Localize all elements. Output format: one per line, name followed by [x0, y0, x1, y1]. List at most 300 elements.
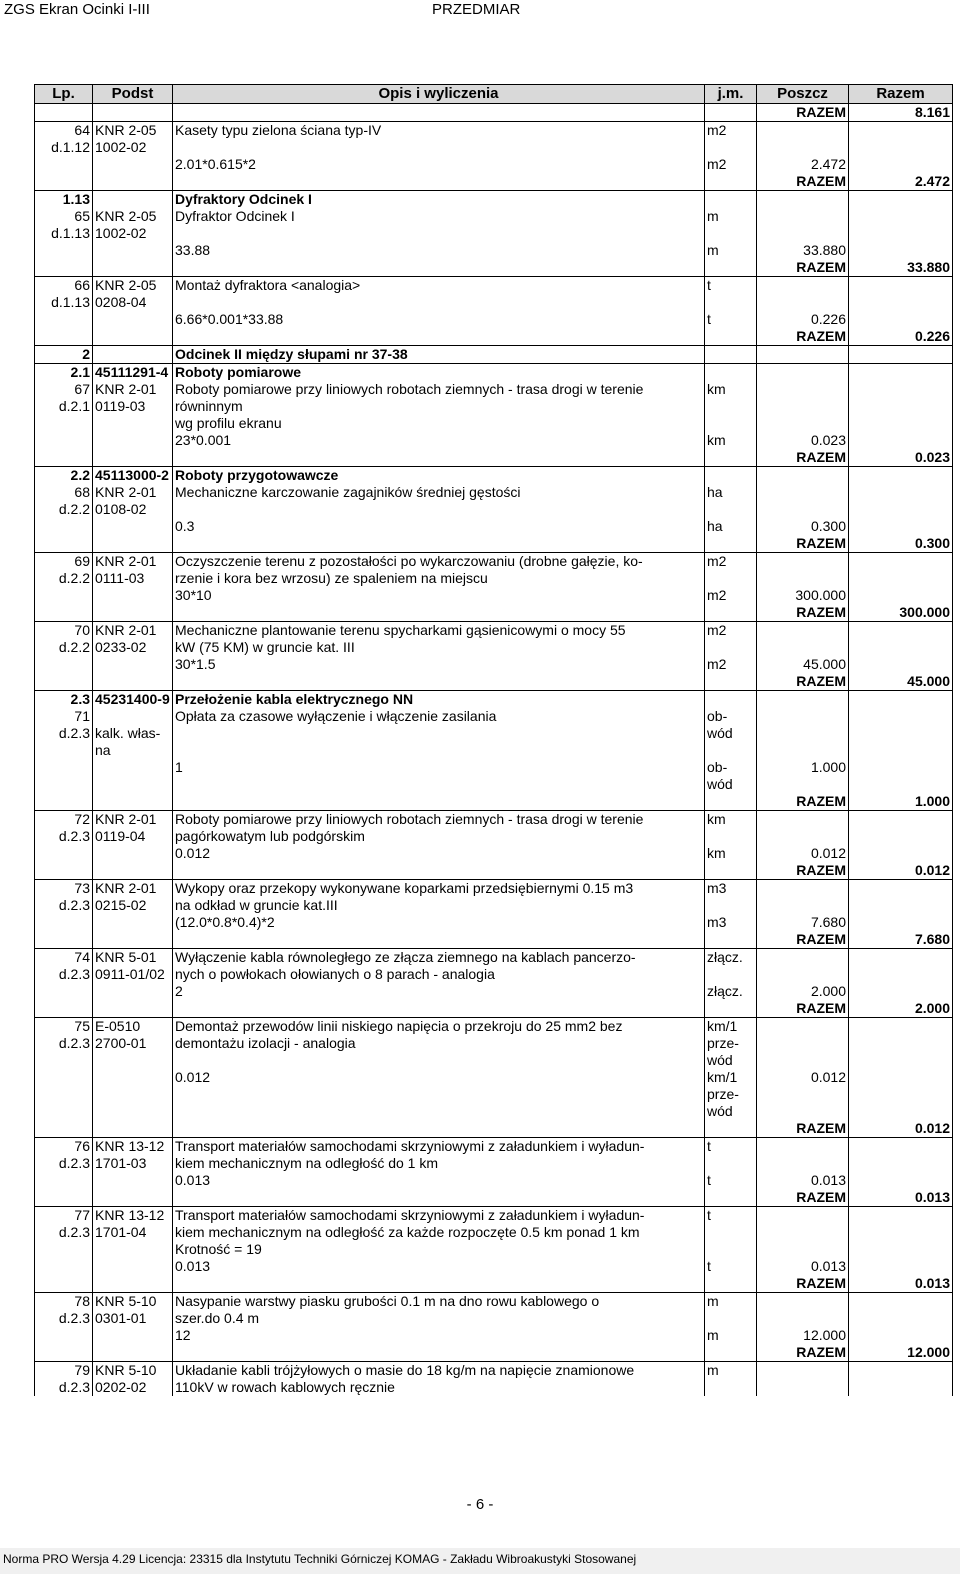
cell-jm: złącz. — [705, 949, 757, 967]
table-row — [35, 639, 953, 656]
cell-rz: 33.880 — [849, 259, 953, 277]
table-header-row — [35, 85, 953, 104]
cell-rz: 45.000 — [849, 673, 953, 691]
cell-po: 0202-02 — [93, 1379, 173, 1396]
cell-jm — [705, 1224, 757, 1241]
cell-lp — [35, 1241, 93, 1258]
table-row — [35, 570, 953, 587]
table-row — [35, 1138, 953, 1156]
cell-op — [173, 1052, 705, 1069]
cell-jm — [705, 294, 757, 311]
cell-lp: 2 — [35, 346, 93, 364]
cell-lp — [35, 587, 93, 604]
table-row — [35, 294, 953, 311]
cell-ps — [757, 708, 849, 725]
cell-jm: m — [705, 1327, 757, 1344]
cell-op: kW (75 KM) w gruncie kat. III — [173, 639, 705, 656]
cell-po — [93, 104, 173, 122]
total-row — [35, 673, 953, 691]
cell-jm: m2 — [705, 122, 757, 140]
cell-lp: 2.3 — [35, 691, 93, 709]
cell-jm — [705, 364, 757, 382]
cell-jm: km/1 — [705, 1069, 757, 1086]
cell-rz — [849, 1052, 953, 1069]
cell-ps: RAZEM — [757, 1275, 849, 1293]
cell-po: KNR 2-01 — [93, 381, 173, 398]
cell-lp — [35, 415, 93, 432]
cell-lp — [35, 931, 93, 949]
cell-lp: d.1.12 — [35, 139, 93, 156]
cell-rz: 2.000 — [849, 1000, 953, 1018]
table-row — [35, 1258, 953, 1275]
cell-ps — [757, 467, 849, 485]
cell-po — [93, 914, 173, 931]
cell-lp: d.2.2 — [35, 639, 93, 656]
cell-lp: d.2.3 — [35, 897, 93, 914]
table-row — [35, 759, 953, 776]
cell-ps — [757, 277, 849, 295]
cell-ps: RAZEM — [757, 449, 849, 467]
table-row — [35, 242, 953, 259]
cell-rz — [849, 398, 953, 415]
table-row — [35, 1103, 953, 1120]
cell-op: 110kV w rowach kablowych ręcznie — [173, 1379, 705, 1396]
cell-ps — [757, 1224, 849, 1241]
cell-lp — [35, 1327, 93, 1344]
cell-jm — [705, 328, 757, 346]
cell-jm — [705, 1120, 757, 1138]
cell-lp: d.2.3 — [35, 1224, 93, 1241]
cell-lp — [35, 1275, 93, 1293]
cell-lp — [35, 449, 93, 467]
cell-po: 0119-03 — [93, 398, 173, 415]
cell-ps: RAZEM — [757, 673, 849, 691]
cell-po — [93, 1275, 173, 1293]
cell-lp — [35, 535, 93, 553]
cell-po — [93, 1069, 173, 1086]
cell-op — [173, 673, 705, 691]
cell-jm: m — [705, 242, 757, 259]
cell-ps: 7.680 — [757, 914, 849, 931]
cell-rz — [849, 381, 953, 398]
cell-jm: t — [705, 1207, 757, 1225]
cell-jm: km — [705, 845, 757, 862]
cell-op — [173, 1103, 705, 1120]
cell-po — [93, 1327, 173, 1344]
cell-lp: 72 — [35, 811, 93, 829]
cell-rz — [849, 1103, 953, 1120]
table-row — [35, 1310, 953, 1327]
total-row — [35, 1344, 953, 1362]
cell-rz — [849, 122, 953, 140]
col-header-opis: Opis i wyliczenia — [173, 85, 705, 104]
cell-jm — [705, 966, 757, 983]
table-row — [35, 484, 953, 501]
cell-jm — [705, 1241, 757, 1258]
cell-jm — [705, 225, 757, 242]
cell-ps — [757, 776, 849, 793]
cell-ps — [757, 949, 849, 967]
cell-op: 2 — [173, 983, 705, 1000]
cell-jm: m3 — [705, 880, 757, 898]
cell-rz — [849, 518, 953, 535]
cell-op — [173, 104, 705, 122]
cell-jm: m2 — [705, 587, 757, 604]
cell-rz — [849, 828, 953, 845]
header-title-left: ZGS Ekran Ocinki I-III — [4, 1, 150, 18]
cell-ps — [757, 570, 849, 587]
cell-ps — [757, 828, 849, 845]
cell-rz — [849, 570, 953, 587]
software-footer — [0, 1548, 960, 1574]
cell-op: 23*0.001 — [173, 432, 705, 449]
cell-po — [93, 587, 173, 604]
cell-jm: wód — [705, 1103, 757, 1120]
table-row — [35, 208, 953, 225]
cell-ps — [757, 122, 849, 140]
cell-rz — [849, 742, 953, 759]
cell-jm — [705, 191, 757, 209]
cell-rz — [849, 845, 953, 862]
cell-ps: 0.226 — [757, 311, 849, 328]
cell-rz — [849, 242, 953, 259]
cell-po: 0111-03 — [93, 570, 173, 587]
cell-po: KNR 2-05 — [93, 208, 173, 225]
cell-op: Montaż dyfraktora <analogia> — [173, 277, 705, 295]
cell-po: KNR 2-01 — [93, 484, 173, 501]
cell-po — [93, 708, 173, 725]
cell-rz — [849, 208, 953, 225]
cell-jm — [705, 793, 757, 811]
cell-po — [93, 311, 173, 328]
total-row — [35, 259, 953, 277]
cell-op — [173, 1189, 705, 1207]
cell-po: 1002-02 — [93, 139, 173, 156]
total-row — [35, 535, 953, 553]
cell-rz: 2.472 — [849, 173, 953, 191]
table-body — [35, 104, 953, 1397]
cell-ps — [757, 897, 849, 914]
cell-ps: 33.880 — [757, 242, 849, 259]
cell-lp: 2.1 — [35, 364, 93, 382]
cell-op: Transport materiałów samochodami skrzyniowymi z załadunkiem i wyładun- — [173, 1138, 705, 1156]
cell-po: 45111291-4 — [93, 364, 173, 382]
cell-po: 1701-04 — [93, 1224, 173, 1241]
cell-op: szer.do 0.4 m — [173, 1310, 705, 1327]
col-header-lp: Lp. — [35, 85, 93, 104]
cell-rz — [849, 467, 953, 485]
cell-ps: 0.023 — [757, 432, 849, 449]
cell-rz — [849, 1379, 953, 1396]
cell-po — [93, 415, 173, 432]
cell-ps: RAZEM — [757, 173, 849, 191]
cell-jm: ha — [705, 484, 757, 501]
cell-rz — [849, 311, 953, 328]
cell-rz — [849, 1362, 953, 1380]
table-row — [35, 708, 953, 725]
cell-op: Dyfraktor Odcinek I — [173, 208, 705, 225]
cell-op: nych o powłokach ołowianych o 8 parach - analogia — [173, 966, 705, 983]
table-row — [35, 1172, 953, 1189]
table-row — [35, 1224, 953, 1241]
table-row — [35, 1362, 953, 1380]
total-row — [35, 793, 953, 811]
cell-po: na — [93, 742, 173, 759]
cell-jm — [705, 1189, 757, 1207]
table-row — [35, 415, 953, 432]
cell-ps: 0.300 — [757, 518, 849, 535]
cell-rz — [849, 776, 953, 793]
cell-lp: 76 — [35, 1138, 93, 1156]
cell-ps — [757, 553, 849, 571]
cell-rz — [849, 897, 953, 914]
table-row — [35, 845, 953, 862]
cell-rz: 300.000 — [849, 604, 953, 622]
total-row — [35, 449, 953, 467]
cell-lp — [35, 1086, 93, 1103]
cell-po: 0108-02 — [93, 501, 173, 518]
cell-po — [93, 759, 173, 776]
cell-lp — [35, 1000, 93, 1018]
cell-rz — [849, 622, 953, 640]
cell-ps — [757, 1293, 849, 1311]
cell-po — [93, 1172, 173, 1189]
cell-op: 0.012 — [173, 1069, 705, 1086]
cell-ps — [757, 1103, 849, 1120]
cell-ps: RAZEM — [757, 931, 849, 949]
table-row — [35, 656, 953, 673]
cell-op: 0.3 — [173, 518, 705, 535]
cell-po — [93, 1258, 173, 1275]
cell-op: Kasety typu zielona ściana typ-IV — [173, 122, 705, 140]
cell-po — [93, 776, 173, 793]
table-row — [35, 156, 953, 173]
table-row — [35, 1018, 953, 1036]
cell-ps: RAZEM — [757, 328, 849, 346]
cell-ps — [757, 346, 849, 364]
cell-op: 0.013 — [173, 1172, 705, 1189]
cell-lp: 78 — [35, 1293, 93, 1311]
cell-jm: wód — [705, 725, 757, 742]
cell-ps: RAZEM — [757, 1120, 849, 1138]
cell-op — [173, 449, 705, 467]
cell-ps — [757, 622, 849, 640]
cell-jm — [705, 173, 757, 191]
cell-rz — [849, 225, 953, 242]
cell-lp: d.2.2 — [35, 570, 93, 587]
cell-lp: 64 — [35, 122, 93, 140]
header-title-center: PRZEDMIAR — [432, 1, 521, 18]
cell-po: 45113000-2 — [93, 467, 173, 485]
cell-ps: 2.000 — [757, 983, 849, 1000]
cell-lp: 65 — [35, 208, 93, 225]
cell-lp: d.1.13 — [35, 294, 93, 311]
table-row — [35, 742, 953, 759]
cell-ps — [757, 191, 849, 209]
table-row — [35, 897, 953, 914]
cell-po: 2700-01 — [93, 1035, 173, 1052]
cell-ps — [757, 691, 849, 709]
cell-po: KNR 2-01 — [93, 622, 173, 640]
cell-op — [173, 931, 705, 949]
cell-po: KNR 5-10 — [93, 1293, 173, 1311]
cell-ps — [757, 294, 849, 311]
cell-op: Oczyszczenie terenu z pozostałości po wykarczowaniu (drobne gałęzie, ko- — [173, 553, 705, 571]
cell-op: 2.01*0.615*2 — [173, 156, 705, 173]
cell-rz: 0.300 — [849, 535, 953, 553]
cell-ps — [757, 1362, 849, 1380]
total-row — [35, 931, 953, 949]
cell-po: 0233-02 — [93, 639, 173, 656]
cell-op — [173, 776, 705, 793]
cell-op: (12.0*0.8*0.4)*2 — [173, 914, 705, 931]
cell-po — [93, 604, 173, 622]
cell-op: Mechaniczne karczowanie zagajników średniej gęstości — [173, 484, 705, 501]
cell-rz: 0.226 — [849, 328, 953, 346]
cell-rz — [849, 1155, 953, 1172]
cell-ps: RAZEM — [757, 1189, 849, 1207]
cell-lp — [35, 242, 93, 259]
cell-ps — [757, 484, 849, 501]
cell-jm — [705, 139, 757, 156]
cost-estimate-table — [34, 84, 953, 1396]
cell-po: KNR 2-01 — [93, 553, 173, 571]
table-row — [35, 587, 953, 604]
cell-jm: m2 — [705, 553, 757, 571]
cell-po — [93, 1344, 173, 1362]
cell-po: KNR 13-12 — [93, 1207, 173, 1225]
table-row — [35, 1379, 953, 1396]
table-row — [35, 725, 953, 742]
cell-rz: 1.000 — [849, 793, 953, 811]
cell-lp — [35, 1189, 93, 1207]
cell-rz — [849, 1310, 953, 1327]
page-number: - 6 - — [466, 1496, 494, 1513]
cell-po — [93, 259, 173, 277]
cell-rz — [849, 1172, 953, 1189]
cell-po — [93, 346, 173, 364]
cell-jm — [705, 828, 757, 845]
cell-op: 33.88 — [173, 242, 705, 259]
cell-lp — [35, 328, 93, 346]
cell-rz — [849, 277, 953, 295]
cell-rz — [849, 759, 953, 776]
cell-op: Odcinek II między słupami nr 37-38 — [173, 346, 705, 364]
cell-po — [93, 845, 173, 862]
footer-text: Norma PRO Wersja 4.29 Licencja: 23315 dla Instytutu Techniki Górniczej KOMAG - Zakładu Wibroakustyki Stosowanej — [3, 1552, 637, 1566]
cell-po: KNR 2-01 — [93, 811, 173, 829]
table-row — [35, 1035, 953, 1052]
cell-po — [93, 931, 173, 949]
cell-ps — [757, 1379, 849, 1396]
cell-jm: m — [705, 1362, 757, 1380]
cell-lp: d.2.3 — [35, 1310, 93, 1327]
cell-jm: m3 — [705, 914, 757, 931]
cell-rz — [849, 725, 953, 742]
cell-lp — [35, 983, 93, 1000]
cell-op: Transport materiałów samochodami skrzyniowymi z załadunkiem i wyładun- — [173, 1207, 705, 1225]
cell-ps: 0.012 — [757, 845, 849, 862]
cell-rz: 0.012 — [849, 862, 953, 880]
cell-lp: 79 — [35, 1362, 93, 1380]
cell-ps — [757, 139, 849, 156]
table-row — [35, 398, 953, 415]
cell-op: kiem mechanicznym na odległość za każde rozpoczęte 0.5 km ponad 1 km — [173, 1224, 705, 1241]
cell-rz — [849, 553, 953, 571]
table-row — [35, 277, 953, 295]
cell-jm — [705, 449, 757, 467]
cell-op: Wyłączenie kabla równoległego ze złącza ziemnego na kablach pancerzo- — [173, 949, 705, 967]
cell-lp — [35, 104, 93, 122]
cell-lp: 77 — [35, 1207, 93, 1225]
cell-lp: d.2.3 — [35, 1155, 93, 1172]
cell-rz — [849, 1293, 953, 1311]
cell-lp — [35, 259, 93, 277]
cell-op: Roboty pomiarowe przy liniowych robotach ziemnych - trasa drogi w terenie — [173, 811, 705, 829]
cell-po — [93, 1000, 173, 1018]
cell-po — [93, 983, 173, 1000]
cell-op: Nasypanie warstwy piasku grubości 0.1 m na dno rowu kablowego o — [173, 1293, 705, 1311]
cell-jm — [705, 1379, 757, 1396]
cell-lp — [35, 776, 93, 793]
cell-ps — [757, 1241, 849, 1258]
cell-rz — [849, 1018, 953, 1036]
cell-lp — [35, 759, 93, 776]
cell-po — [93, 1241, 173, 1258]
cell-po: KNR 5-10 — [93, 1362, 173, 1380]
cell-ps — [757, 381, 849, 398]
cell-lp — [35, 1069, 93, 1086]
cell-po — [93, 449, 173, 467]
table-row — [35, 501, 953, 518]
cell-lp: d.2.3 — [35, 1379, 93, 1396]
cell-jm — [705, 691, 757, 709]
cell-ps — [757, 639, 849, 656]
cell-po: 1701-03 — [93, 1155, 173, 1172]
cell-rz — [849, 949, 953, 967]
cell-op: na odkład w gruncie kat.III — [173, 897, 705, 914]
cell-op: Roboty przygotowawcze — [173, 467, 705, 485]
total-row — [35, 104, 953, 122]
cell-rz — [849, 1241, 953, 1258]
cell-ps: 12.000 — [757, 1327, 849, 1344]
cell-lp: 75 — [35, 1018, 93, 1036]
cell-po — [93, 328, 173, 346]
cell-rz: 0.012 — [849, 1120, 953, 1138]
cell-jm — [705, 604, 757, 622]
cell-ps: RAZEM — [757, 104, 849, 122]
cell-ps — [757, 742, 849, 759]
cell-ps: 45.000 — [757, 656, 849, 673]
cell-jm: prze- — [705, 1035, 757, 1052]
col-header-razem: Razem — [849, 85, 953, 104]
cell-rz — [849, 432, 953, 449]
total-row — [35, 1120, 953, 1138]
cell-po: KNR 5-01 — [93, 949, 173, 967]
cell-jm: km — [705, 432, 757, 449]
section-row — [35, 364, 953, 382]
cell-op — [173, 1000, 705, 1018]
cell-jm: km/1 — [705, 1018, 757, 1036]
cell-jm: ob- — [705, 708, 757, 725]
cell-rz — [849, 415, 953, 432]
cell-ps: 2.472 — [757, 156, 849, 173]
cell-op: Opłata za czasowe wyłączenie i włączenie zasilania — [173, 708, 705, 725]
cell-lp — [35, 656, 93, 673]
cell-po: 0301-01 — [93, 1310, 173, 1327]
cell-lp — [35, 1052, 93, 1069]
cell-lp: 2.2 — [35, 467, 93, 485]
